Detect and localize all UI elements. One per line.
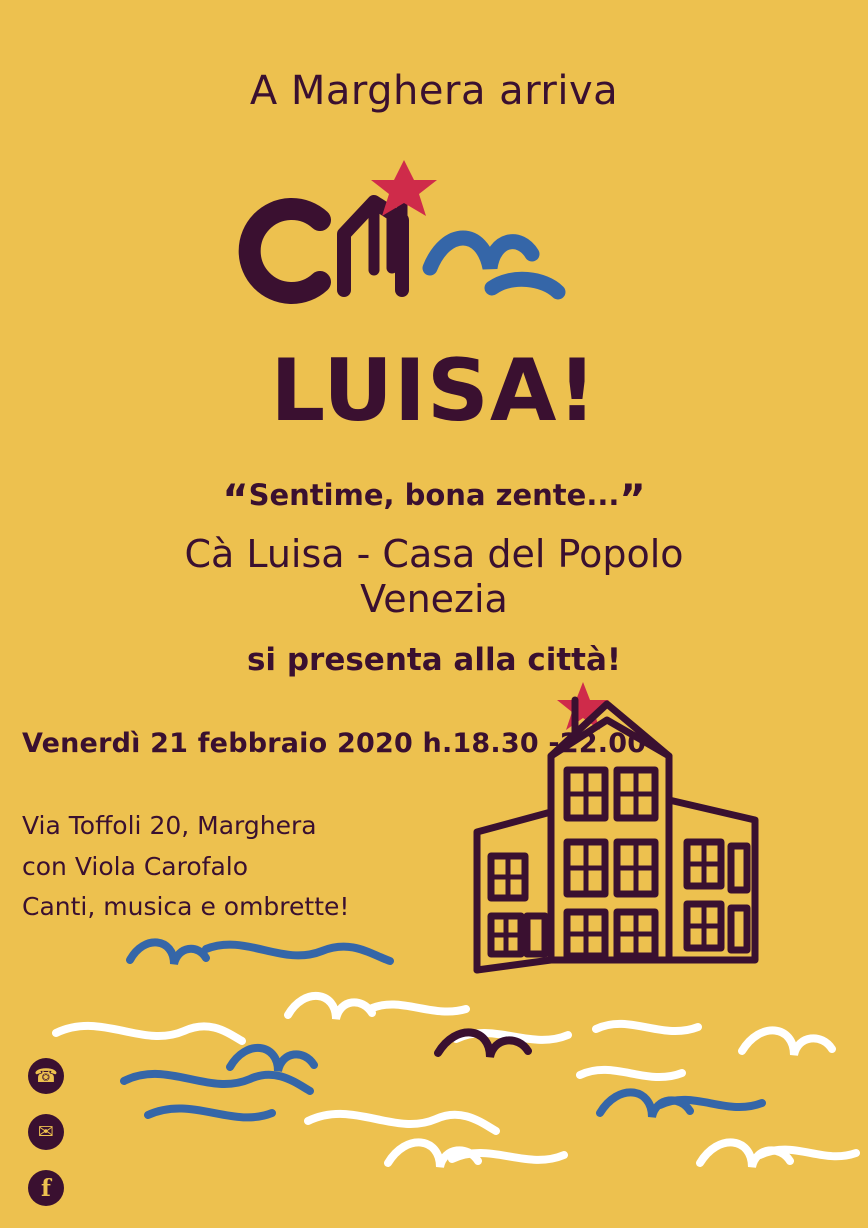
logo-graphic — [0, 150, 868, 350]
social-icons — [28, 1058, 64, 1206]
subtitle-line-2: Venezia — [360, 576, 508, 621]
logo-letter-c — [250, 209, 320, 293]
wave-blue-curl-3 — [600, 1092, 690, 1117]
wave-white-line-1 — [370, 1004, 466, 1011]
event-address: Via Toffoli 20, Marghera — [22, 811, 317, 840]
water-waves — [0, 905, 868, 1228]
quote-close-mark: ” — [619, 477, 646, 523]
window-mullions-mid — [567, 842, 655, 894]
wave-blue-curl-1 — [130, 942, 206, 964]
logo-wave-1 — [430, 238, 532, 268]
wave-blue-line-2 — [124, 1074, 310, 1091]
quote-text: Sentime, bona zente... — [248, 478, 620, 512]
window-mullions-left-top — [491, 856, 525, 898]
wave-blue-line-3 — [148, 1108, 272, 1117]
wave-white-curl-4 — [700, 1142, 790, 1167]
presentation-line: si presenta alla città! — [246, 642, 622, 678]
subtitle-line-1: Cà Luisa - Casa del Popolo — [184, 532, 684, 576]
window-mullions-top — [567, 770, 655, 818]
waves-svg — [0, 905, 868, 1228]
wave-blue-line-4 — [660, 1100, 762, 1107]
subtitle — [0, 532, 868, 622]
headline: A Marghera arriva — [249, 68, 619, 114]
quote-open-mark: “ — [222, 477, 249, 523]
wave-white-line-2 — [56, 1026, 242, 1041]
wave-white-curl-1 — [288, 996, 372, 1019]
wave-white-curl-2 — [742, 1030, 832, 1055]
wave-white-line-4 — [596, 1024, 698, 1031]
event-guest: con Viola Carofalo — [22, 851, 249, 881]
wave-white-line-6 — [308, 1114, 496, 1131]
event-datetime: Venerdì 21 febbraio 2020 h.18.30 -22.00 — [22, 728, 647, 759]
wave-white-line-5 — [580, 1070, 682, 1077]
wave-white-line-7 — [452, 1153, 564, 1160]
email-icon[interactable]: ✉ — [28, 1114, 64, 1150]
wave-blue-curl-2 — [230, 1048, 314, 1071]
wave-white-line-8 — [760, 1150, 856, 1157]
window — [731, 846, 747, 890]
window-mullions-right-top — [687, 842, 721, 886]
wave-blue-line-1 — [206, 945, 390, 961]
logo-svg — [224, 150, 644, 350]
logo-wordmark: LUISA! — [270, 341, 598, 441]
logo-wave-2 — [492, 279, 558, 292]
phone-icon[interactable]: ☎ — [28, 1058, 64, 1094]
facebook-icon[interactable]: f — [28, 1170, 64, 1206]
quote-line — [0, 477, 868, 523]
event-program: Canti, musica e ombrette! — [22, 892, 350, 921]
